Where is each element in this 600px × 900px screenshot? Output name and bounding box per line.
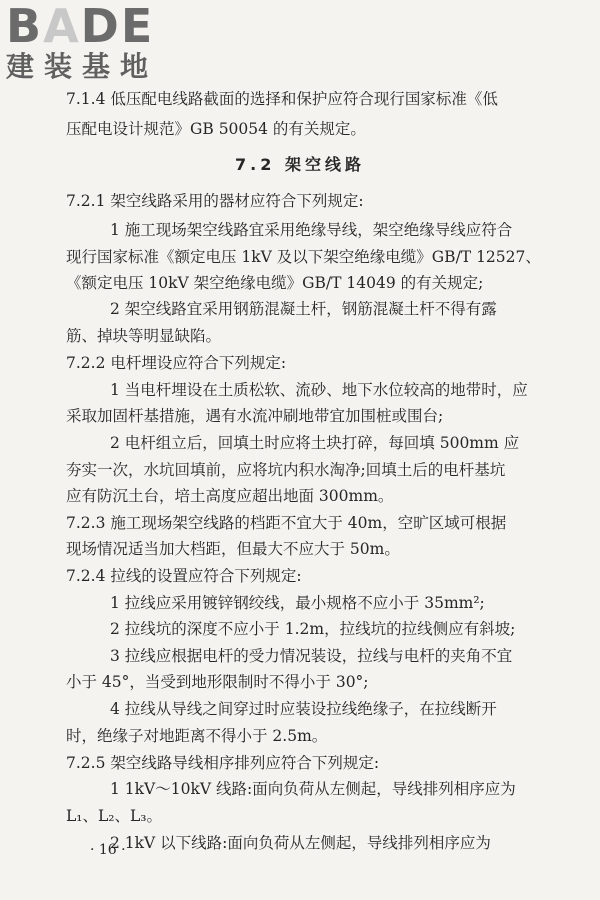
text-line: 《额定电压 10kV 架空绝缘电缆》GB/T 14049 的有关规定; <box>66 274 484 292</box>
text-line: 4 拉线从导线之间穿过时应装设拉线绝缘子，在拉线断开 <box>110 700 497 718</box>
logo-subtitle: 建装基地 <box>6 50 159 83</box>
text-line: 2 架空线路宜采用钢筋混凝土杆，钢筋混凝土杆不得有露 <box>110 300 497 318</box>
logo-letters-de: DE <box>80 0 155 53</box>
text-line: 筋、掉块等明显缺陷。 <box>66 327 222 345</box>
text-line: 压配电设计规范》GB 50054 的有关规定。 <box>66 120 366 138</box>
logo-letter-b: B <box>6 0 44 53</box>
clause-heading: 7.2.2 电杆埋设应符合下列规定: <box>66 354 287 372</box>
text-line: 夯实一次，水坑回填前，应将坑内积水淘净;回填土后的电杆基坑 <box>66 461 506 479</box>
section-heading: 7.2 架空线路 <box>235 155 365 174</box>
text-line: 2 电杆组立后，回填土时应将土块打碎，每回填 500mm 应 <box>110 434 520 452</box>
text-line: L₁、L₂、L₃。 <box>66 807 163 825</box>
clause-heading: 7.2.5 架空线路导线相序排列应符合下列规定: <box>66 754 380 772</box>
text-line: 1 施工现场架空线路宜采用绝缘导线，架空绝缘导线应符合 <box>110 221 513 239</box>
text-line: 现场情况适当加大档距，但最大不应大于 50m。 <box>66 540 400 558</box>
text-line: 3 拉线应根据电杆的受力情况装设，拉线与电杆的夹角不宜 <box>110 647 513 665</box>
text-line: 7.1.4 低压配电线路截面的选择和保护应符合现行国家标准《低 <box>66 90 498 108</box>
text-line: 1 1kV～10kV 线路:面向负荷从左侧起，导线排列相序应为 <box>110 780 516 798</box>
text-line: 2 1kV 以下线路:面向负荷从左侧起，导线排列相序应为 <box>110 834 491 852</box>
clause-heading: 7.2.4 拉线的设置应符合下列规定: <box>66 567 302 585</box>
clause-heading: 7.2.3 施工现场架空线路的档距不宜大于 40m，空旷区域可根据 <box>66 514 507 532</box>
text-line: 1 当电杆埋设在土质松软、流砂、地下水位较高的地带时，应 <box>110 381 528 399</box>
text-line: 2 拉线坑的深度不应小于 1.2m，拉线坑的拉线侧应有斜坡; <box>110 620 516 638</box>
clause-heading: 7.2.1 架空线路采用的器材应符合下列规定: <box>66 192 364 210</box>
logo-letter-a: A <box>43 0 81 53</box>
bade-logo <box>6 2 176 82</box>
logo-wordmark <box>6 0 176 53</box>
text-line: 时，绝缘子对地距离不得小于 2.5m。 <box>66 727 328 745</box>
text-line: 现行国家标准《额定电压 1kV 及以下架空绝缘电缆》GB/T 12527、 <box>66 248 541 266</box>
text-line: 小于 45°，当受到地形限制时不得小于 30°; <box>66 673 369 691</box>
text-line: 采取加固杆基措施，遇有水流冲刷地带宜加围桩或围台; <box>66 407 444 425</box>
text-line: 1 拉线应采用镀锌钢绞线，最小规格不应小于 35mm²; <box>110 594 485 612</box>
text-line: 应有防沉土台，培土高度应超出地面 300mm。 <box>66 487 394 505</box>
page-number: · 16 · <box>90 842 126 858</box>
